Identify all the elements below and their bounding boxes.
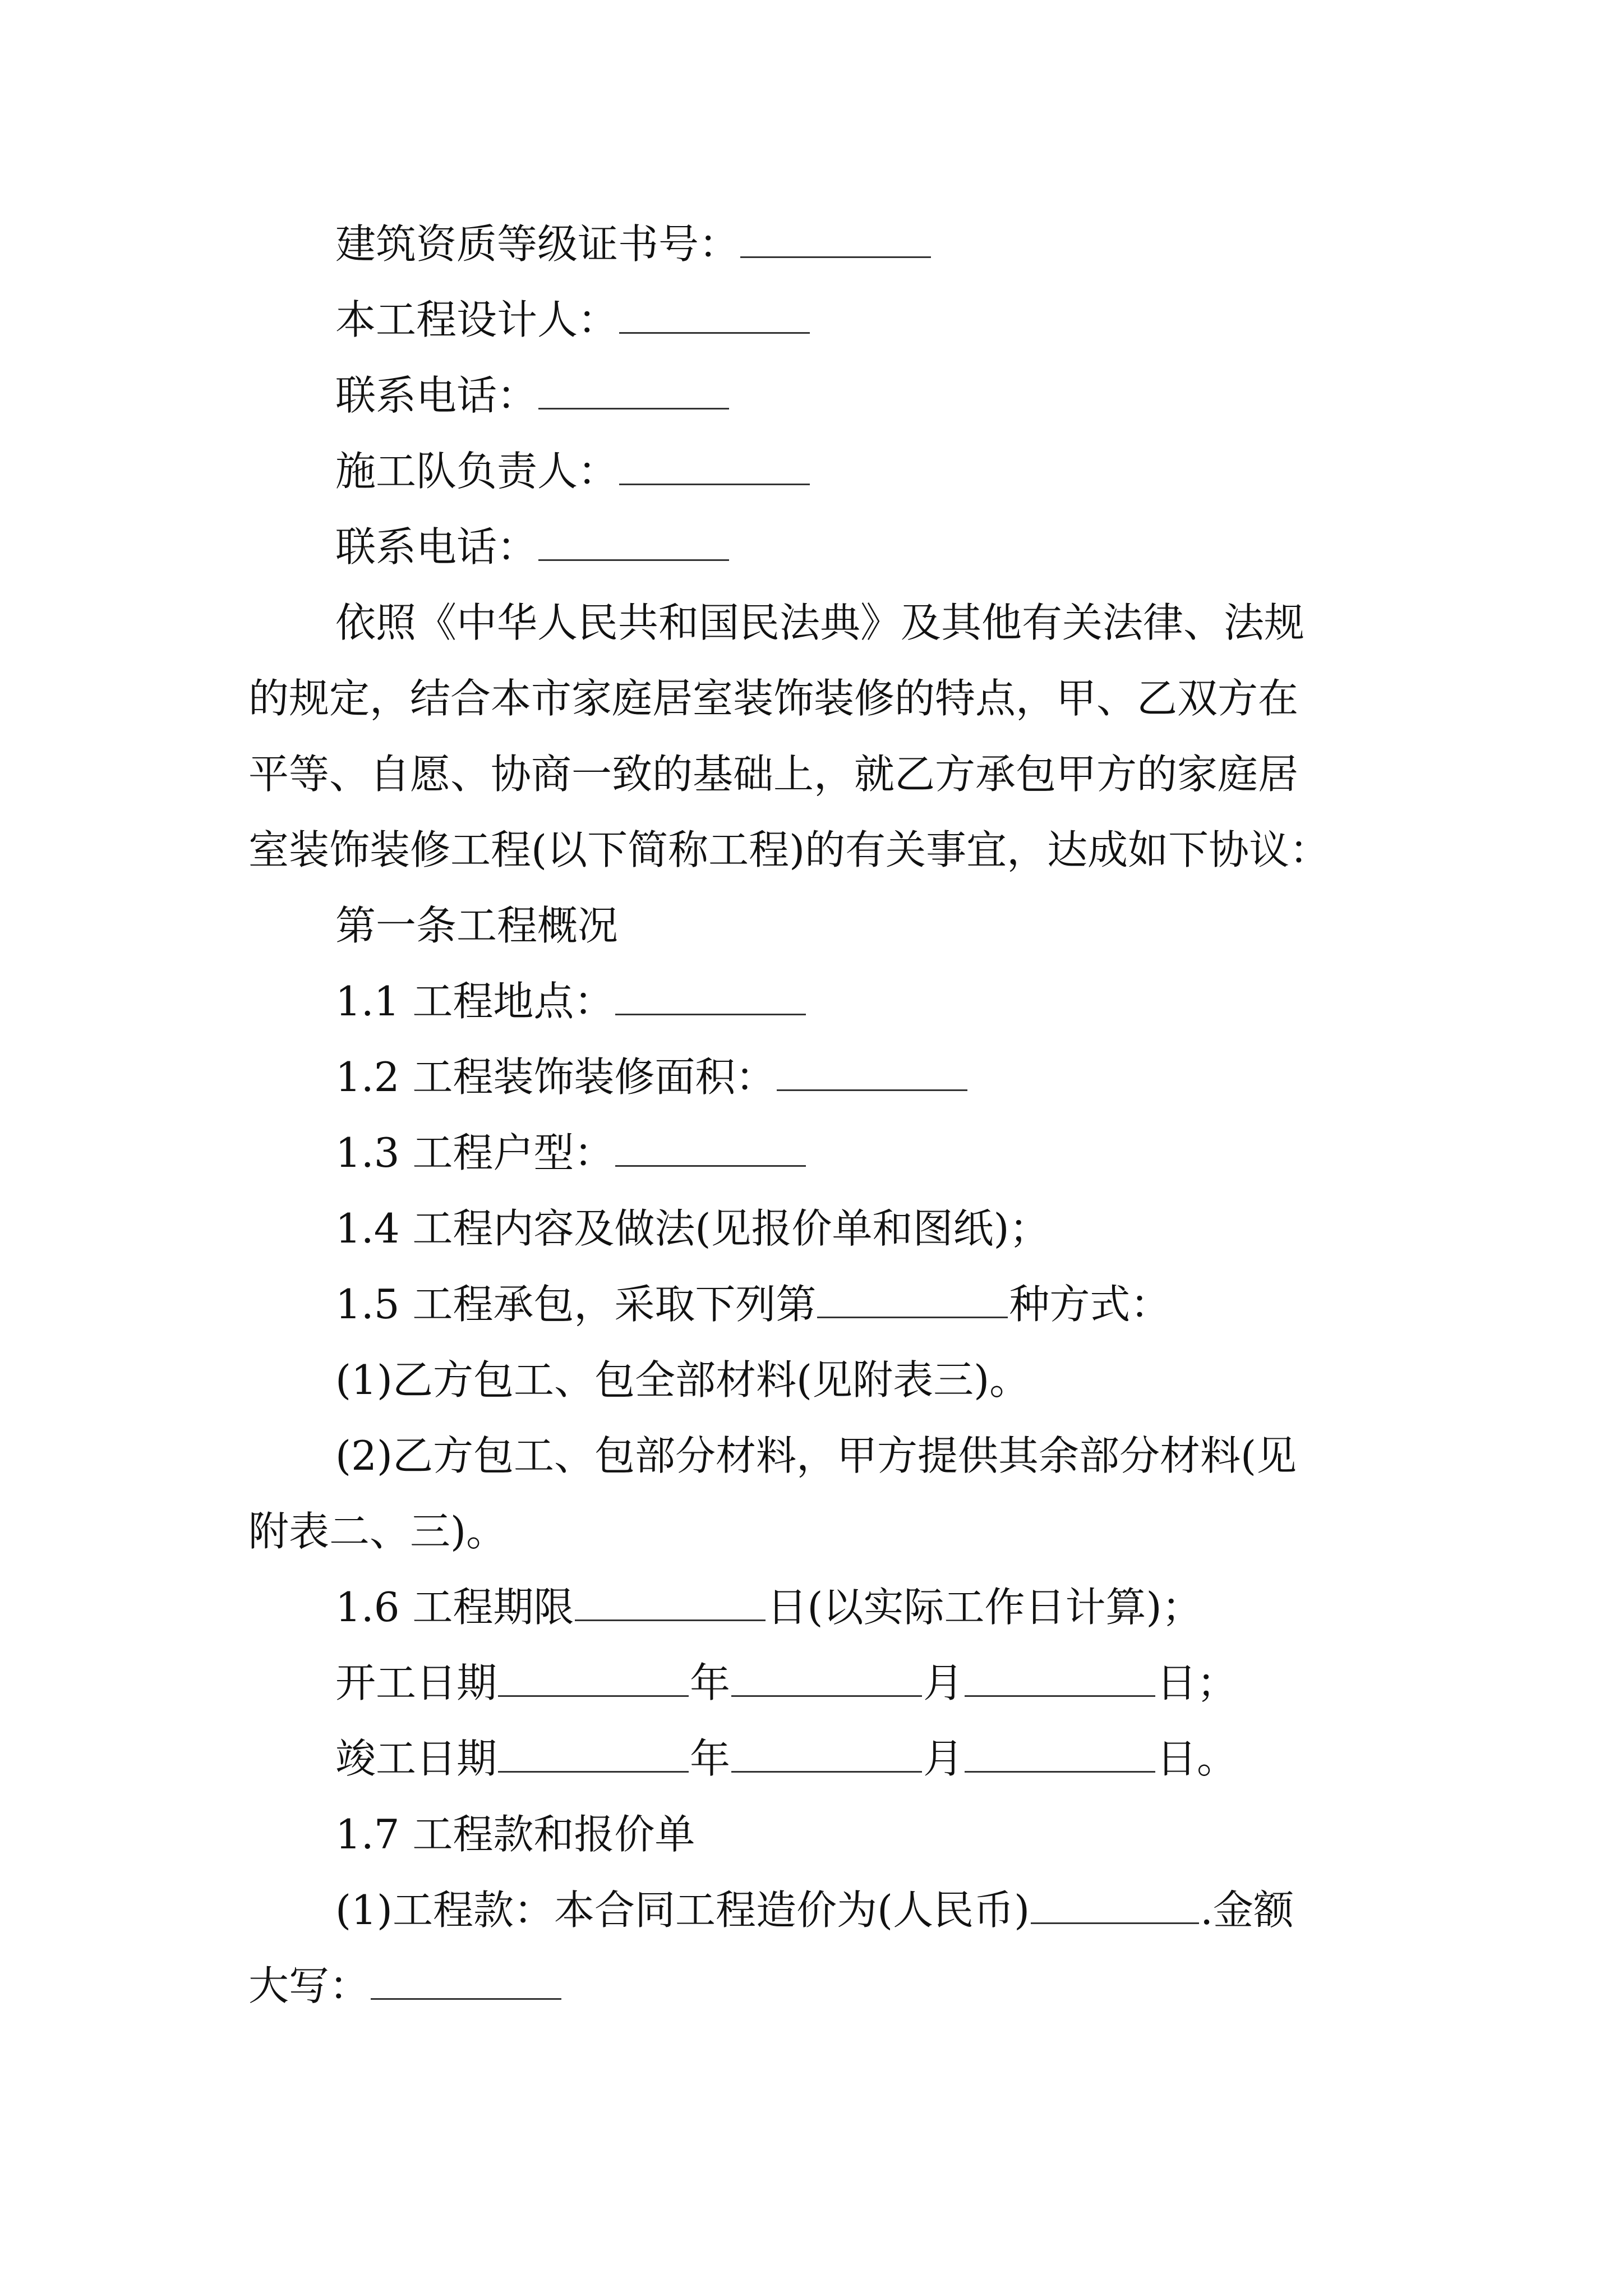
amount-words-label: 大写： (248, 1962, 370, 2009)
end-month-blank[interactable] (731, 1731, 922, 1773)
item-1-3-label: 1.3 工程户型： (335, 1129, 615, 1176)
item-1-5-blank[interactable] (817, 1276, 1008, 1318)
cert-number-label: 建筑资质等级证书号： (335, 220, 740, 268)
team-leader-line (335, 443, 811, 499)
team-leader-blank[interactable] (619, 443, 810, 485)
item-1-1 (335, 973, 807, 1029)
start-year-blank[interactable] (498, 1655, 689, 1697)
start-day-blank[interactable] (965, 1655, 1155, 1697)
team-phone-line (335, 519, 730, 575)
section-heading: 第一条工程概况 (335, 902, 619, 949)
cert-number-line (335, 216, 932, 272)
price-blank[interactable] (1031, 1882, 1199, 1924)
start-day-unit: 日； (1156, 1659, 1238, 1706)
start-month-blank[interactable] (731, 1655, 922, 1697)
team-leader-label: 施工队负责人： (335, 448, 619, 495)
cert-number-blank[interactable] (740, 216, 931, 258)
designer-phone-label: 联系电话： (335, 372, 538, 419)
designer-label: 本工程设计人： (335, 296, 619, 343)
end-year-blank[interactable] (498, 1731, 689, 1773)
amount-words-blank[interactable] (371, 1958, 561, 2000)
item-1-5-label: 1.5 工程承包，采取下列第 (335, 1281, 817, 1328)
item-1-5 (335, 1276, 1170, 1332)
preamble-line-1: 依照《中华人民共和国民法典》及其他有关法律、法规 (335, 599, 1305, 646)
item-1-5-suffix: 种方式： (1009, 1281, 1171, 1328)
item-1-2-blank[interactable] (777, 1049, 967, 1091)
item-1-3 (335, 1125, 807, 1181)
amount-words-line (248, 1958, 562, 2014)
end-day-blank[interactable] (965, 1731, 1155, 1773)
item-1-7: 1.7 工程款和报价单 (335, 1811, 695, 1858)
option-2-line-2: 附表二、三)。 (248, 1508, 507, 1555)
item-1-6-label: 1.6 工程期限 (335, 1584, 574, 1631)
end-day-unit: 日。 (1156, 1735, 1238, 1782)
item-1-6-suffix: 日(以实际工作日计算)； (767, 1584, 1202, 1631)
item-1-3-blank[interactable] (615, 1125, 806, 1167)
item-1-6-blank[interactable] (575, 1579, 766, 1621)
item-1-4: 1.4 工程内容及做法(见报价单和图纸)； (335, 1205, 1050, 1252)
item-1-6 (335, 1579, 1202, 1635)
designer-phone-line (335, 367, 730, 424)
end-date-line (335, 1731, 1237, 1787)
price-label: (1)工程款：本合同工程造价为(人民币) (335, 1887, 1030, 1934)
end-month-unit: 月 (923, 1735, 964, 1782)
preamble-line-3: 平等、自愿、协商一致的基础上，就乙方承包甲方的家庭居 (248, 751, 1299, 798)
start-date-line (335, 1655, 1237, 1711)
designer-blank[interactable] (619, 292, 810, 334)
option-1: (1)乙方包工、包全部材料(见附表三)。 (335, 1356, 1030, 1404)
team-phone-label: 联系电话： (335, 523, 538, 570)
option-2-line-1: (2)乙方包工、包部分材料，甲方提供其余部分材料(见 (335, 1432, 1297, 1479)
start-month-unit: 月 (923, 1659, 964, 1706)
designer-line (335, 292, 811, 348)
start-date-label: 开工日期 (335, 1659, 497, 1706)
price-suffix: .金额 (1200, 1887, 1294, 1934)
item-1-1-label: 1.1 工程地点： (335, 978, 615, 1025)
preamble-line-4: 室装饰装修工程(以下简称工程)的有关事宜，达成如下协议： (248, 826, 1330, 873)
end-date-label: 竣工日期 (335, 1735, 497, 1782)
item-1-2-label: 1.2 工程装饰装修面积： (335, 1053, 776, 1101)
team-phone-blank[interactable] (538, 519, 729, 561)
designer-phone-blank[interactable] (538, 367, 729, 409)
item-1-2 (335, 1049, 969, 1105)
end-year-unit: 年 (690, 1735, 731, 1782)
item-1-1-blank[interactable] (615, 973, 806, 1015)
start-year-unit: 年 (690, 1659, 731, 1706)
price-line (335, 1882, 1294, 1938)
preamble-line-2: 的规定，结合本市家庭居室装饰装修的特点，甲、乙双方在 (248, 675, 1299, 722)
